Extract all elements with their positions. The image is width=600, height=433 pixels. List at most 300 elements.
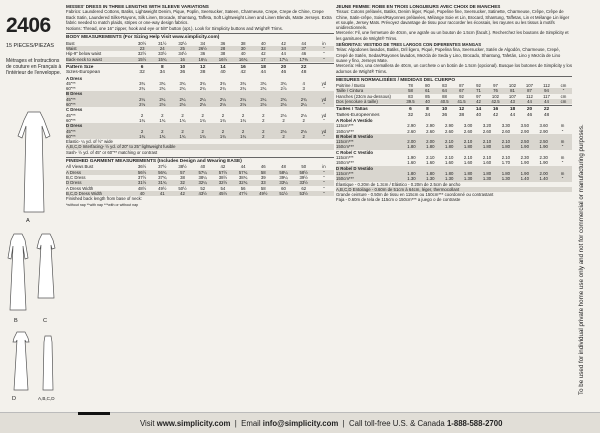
table-cell: 1.60 [482,160,492,166]
table-cell: 1.40 [520,176,529,182]
table-cell: yd [321,96,327,102]
table-cell: 112 [526,93,533,99]
yardage-table [66,76,334,140]
table-cell: 112 [543,83,550,89]
table-cell: 32 [180,180,185,186]
table-cell: 62 [301,185,307,191]
table-cell: 85 [425,93,430,99]
table-cell: 3¾ [260,80,267,86]
table-cell: 56 [240,185,246,191]
row-label: Tailles-Européennes [336,112,380,118]
fr-entoilage: A,B,C,D Entoilage - 0.60m de 51cm à 64cm, léger, thermocollant [336,187,572,192]
table-cell: 39.5 [406,99,415,105]
pattern-number: 2406 [6,14,51,37]
row-label: Bust [66,40,75,46]
table-cell: 2.10 [463,139,473,145]
table-cell: 16¼ [198,56,207,62]
table-cell: 44 [509,112,516,118]
row-label: 45"** [66,80,76,86]
table-cell: 45½ [218,190,228,196]
table-cell: 42 [180,190,185,196]
table-cell: 51½ [279,190,288,196]
table-cell: 38 [180,174,185,180]
table-cell: 2.50 [520,139,529,145]
table-cell: 2⅞ [280,86,287,92]
table-cell: 2¼ [179,96,186,102]
table-cell: 2¾ [219,86,226,92]
table-cell: 1.80 [426,144,435,150]
table-cell: 33¼ [279,180,288,186]
table-cell: 102 [508,83,517,89]
figure-d-label: D [12,396,17,402]
table-cell: 39½ [299,174,308,180]
row-label: 115cm*** [336,123,354,129]
table-cell: 2⅛ [179,102,186,108]
table-cell: 43½ [198,190,207,196]
table-cell: 57¼ [198,169,207,175]
table-cell: 1.30 [501,176,511,182]
table-cell: 67 [459,88,464,94]
row-label: Poitrine / Busto [336,83,366,89]
table-cell: 32½ [137,51,147,57]
table-cell: 92 [459,93,464,99]
dress-d-illustration [8,330,34,394]
row-label: 150cm*** [336,144,354,150]
table-cell: 2 [221,128,225,134]
footer-email-label: Email [241,419,261,428]
table-cell: m [560,123,565,129]
table-cell: 2 [201,112,204,118]
table-cell: m [560,155,565,161]
row-label: Hanches (23cm au-dessous) [336,93,391,99]
table-cell: 40 [240,51,246,57]
table-cell: 8 [426,107,429,113]
table-cell: 37¾ [158,174,167,180]
es-faja: Faja - 0.60m de tela de 115cm o 150cm*** a juego o de contraste [336,197,461,203]
table-cell: 2 [302,133,305,139]
table-cell: 76 [493,88,498,94]
table-cell: 3 [302,86,305,92]
table-cell: 32¾ [238,180,248,186]
mesure-row [336,99,572,104]
tailles-header [336,105,572,118]
table-cell: 18 [509,107,516,113]
table-cell: 80 [425,83,430,89]
table-cell: 42 [260,51,266,57]
robe-view-label: A Robe/ A Vestido [336,117,373,123]
en-finished-note: Finished back length from base of neck: [66,196,142,202]
pattern-size-header [66,63,334,76]
footer-visit: Visit [140,419,155,428]
table-cell: 3¾ [219,80,226,86]
yardage-row [66,118,334,123]
row-label: 60"** [66,86,76,92]
table-cell: 18 [260,64,266,70]
table-cell: 71 [476,88,481,94]
table-cell: 88 [442,93,447,99]
table-cell: 38¾ [238,174,248,180]
table-cell: 44 [240,164,246,170]
table-cell: 44 [544,99,549,105]
table-cell: 1.80 [501,144,511,150]
table-cell: " [323,102,325,108]
mesures-table [336,83,572,104]
table-cell: 58 [260,185,266,191]
table-cell: 2⅛ [260,102,267,108]
table-cell: 1.80 [463,144,473,150]
table-cell: 2.60 [426,128,435,134]
table-cell: 2.50 [539,139,548,145]
table-cell: 10 [179,64,186,70]
footer-email-link[interactable]: info@simplicity.com [262,419,339,428]
table-cell: 30 [240,46,246,52]
fr-mercerie: Mercerie: Fil, une fermeture de 40cm, une agrafe ou un bouton de 1.5cm (facult.). Recherchez les boutons de Simplicity et les garnitures de Wright® Trims. [336,30,569,41]
table-cell: 3.00 [463,123,473,129]
table-cell: 40 [139,190,145,196]
table-cell: 2.00 [426,139,435,145]
table-cell: 33½ [299,180,308,186]
table-cell: 2¼ [219,96,226,102]
table-cell: 2¼ [159,96,166,102]
table-cell: " [323,117,325,123]
table-cell: 2¼ [260,96,267,102]
row-label: 60"** [66,117,76,123]
table-cell: 3.50 [520,123,529,129]
table-cell: 3¾ [199,80,206,86]
row-label: B,C Dress [66,174,86,180]
robe-view-label: B Robe/ B Vestido [336,134,572,139]
table-cell: 2¾ [179,86,186,92]
table-cell: 2 [302,117,305,123]
row-label: 45"** [66,96,76,102]
table-cell: 2 [241,128,245,134]
table-cell: 2 [282,117,285,123]
table-cell: 2.10 [501,139,511,145]
table-cell: 37½ [137,174,147,180]
table-cell: 2⅛ [280,128,287,134]
table-cell: " [323,86,325,92]
table-cell: 40 [260,40,266,46]
table-cell: 2.10 [426,155,435,161]
registration-mark [78,412,110,415]
finished-table [66,164,334,196]
table-cell: 61 [425,88,430,94]
table-cell: 40 [220,70,226,76]
table-cell: 46 [301,51,307,57]
table-cell: 2¾ [240,86,247,92]
table-cell: 17¼ [279,56,288,62]
row-label: A Dress [66,169,82,175]
body-measurements-table [66,41,334,62]
row-label: 150cm*** [336,160,354,166]
table-cell: 2¼ [300,102,307,108]
table-cell: 60 [281,185,286,191]
table-cell: 15¾ [158,56,167,62]
table-cell: 2¼ [240,96,247,102]
table-cell: 32 [139,70,145,76]
table-cell: 31¾ [158,180,167,186]
table-cell: 6 [409,107,412,113]
table-cell: 48 [281,164,286,170]
table-cell: 2 [262,128,265,134]
table-cell: yd [321,112,327,118]
table-cell: 2⅛ [159,102,166,108]
table-cell: 48½ [137,185,147,191]
table-cell: 58 [408,88,413,94]
table-cell: 16½ [218,56,228,62]
dress-back-illustration [40,334,56,394]
table-cell: 1.30 [407,176,416,182]
table-cell: 2 [282,133,285,139]
table-cell: 87 [459,83,464,89]
footer-bar [0,412,600,433]
table-cell: 2 [201,128,204,134]
table-cell: 2.60 [445,128,454,134]
table-cell: 38 [458,112,465,118]
table-cell: 1¾ [199,133,206,139]
table-cell: 78 [408,83,413,89]
table-cell: " [562,88,565,94]
table-cell: 48 [301,70,307,76]
table-cell: 42 [281,40,286,46]
table-cell: 1¾ [159,133,166,139]
table-cell: 1.70 [501,160,511,166]
table-cell: 2.30 [520,155,529,161]
table-cell: 41 [159,190,165,196]
table-cell: 3¾ [139,80,146,86]
table-cell: 2.10 [445,155,454,161]
table-cell: in [322,40,326,46]
table-cell: 57¾ [238,169,248,175]
table-cell: 1¾ [199,117,206,123]
table-cell: 2¾ [199,86,206,92]
table-cell: 38 [220,51,226,57]
table-cell: 58½ [299,169,308,175]
table-cell: 10 [441,107,448,113]
table-cell: 3.20 [482,123,492,129]
fr-echarpe: Grande ceinture - 0.50m de tissu en 115cm ou 150cm*** coordonné ou contrastant [336,192,494,198]
table-cell: 1.60 [407,160,416,166]
table-cell: 97 [493,83,498,89]
table-cell: 1.90 [539,160,548,166]
table-cell: " [323,46,325,52]
table-cell: " [561,128,564,134]
table-cell: 38½ [218,174,228,180]
table-cell: 1.30 [426,176,435,182]
table-cell: 1¾ [219,133,226,139]
table-cell: 2 [181,128,184,134]
dress-view-label: B Dress [66,91,334,96]
table-cell: 33½ [158,51,167,57]
table-cell: 1.80 [482,144,492,150]
table-cell: 2.10 [445,139,454,145]
metrage-row [336,160,572,165]
table-cell: cm [560,99,567,105]
table-cell: 58 [260,169,266,175]
row-label: 45"** [66,128,76,134]
table-cell: 102 [491,93,500,99]
table-cell: 44 [527,99,532,105]
table-cell: 50½ [178,185,187,191]
table-cell: 1¾ [159,117,166,123]
table-cell: 1.90 [520,160,529,166]
table-cell: 26½ [198,46,207,52]
table-cell: 87 [527,88,532,94]
table-cell: 3¾ [280,80,287,86]
table-cell: 15½ [137,56,147,62]
table-cell: 40.5 [440,99,449,105]
table-cell: 2.90 [539,128,548,134]
table-cell: " [561,160,564,166]
table-cell: 1.90 [520,144,529,150]
table-cell: 83 [408,93,413,99]
table-cell: 1.80 [463,170,473,176]
table-cell: 2 [221,112,225,118]
row-label: All Views Bust [66,164,94,170]
table-cell: 2.90 [445,123,454,129]
table-cell: 42 [220,164,226,170]
row-label: B,C,D Dress Width [66,190,103,196]
table-cell: 39 [260,174,266,180]
metrage-table [336,118,572,182]
table-cell: 1.80 [426,170,435,176]
table-cell: 2 [161,112,164,118]
table-cell: 1.80 [407,170,416,176]
body-measure-row [66,57,334,62]
table-cell: 56½ [137,169,147,175]
table-cell: " [561,176,564,182]
table-cell: 1.80 [445,170,454,176]
table-cell: 2.00 [407,139,416,145]
table-cell: " [561,144,564,150]
table-cell: 16 [240,64,246,70]
table-cell: 2¼ [139,96,146,102]
fr-title: JEUNE FEMME: ROBE EN TROIS LONGUEURS AVEC CHOIX DE MANCHES [336,4,501,9]
table-cell: 4 [302,80,305,86]
table-cell: 2¾ [280,96,287,102]
table-cell: 2⅛ [240,102,247,108]
row-label: 45"** [66,112,76,118]
footer-call-label: Call toll-free U.S. & Canada [348,419,445,428]
table-cell: 25 [180,46,185,52]
table-cell: 49½ [158,185,167,191]
table-cell: 46 [260,164,266,170]
row-label: 60"** [66,133,76,139]
en-fabrics: Fabrics: Laundered Cottons, Batiks, Lightweight Denim, Pique, Poplin, Seersucker, Sateen, Charmeuse, Crepe, Crepe de Chine, Crepe Back Satin, Laundered Silks-Rayons, Silk Linen, Brocade, Shantung, Taffeta, Soft Lightweight Linen and Linen Blends, Matte Jerseys. Extra fabric needed to match plaids, stripes or one-way design fabrics. [66,9,332,25]
table-cell: cm [560,83,567,89]
table-cell: 3¾ [240,80,247,86]
table-cell: 2¾ [300,96,307,102]
table-cell: 2.30 [539,155,548,161]
footer-phone[interactable]: 1-888-588-2700 [446,419,503,428]
table-cell: 2.10 [501,155,511,161]
robe-view-label: D Robe/ D Vestido [336,166,572,171]
table-cell: 57 [180,169,185,175]
table-cell: 2⅛ [280,112,287,118]
es-telas: Telas: Algodones lavados, Batiks, Dril ligero, Piqué, Popelina fina, Seersucker, Satén de Algodón, Charmeuse, Crepé, Crepé de Satén, Sedas/Rayones lavados, Mezcla de Seda y Lino, Brocado, Shantung, Tafetán, Lino y Mezcla de Lino suave y fino, Jerseys Mate. [336,47,561,63]
table-cell: 22 [301,64,307,70]
table-cell: 1.90 [407,155,416,161]
mesures-title: MESURES NORMALISÉES / MEDIDAS DEL CUERPO [336,76,572,83]
row-label: D Dress [66,180,82,186]
table-cell: 36 [441,112,448,118]
figure-a-label: A [26,218,30,224]
fr-elastique: Élastique - 0.20m de 1.3cm / Elástico - 0.20m de 2.5cm de ancho [336,181,461,187]
table-cell: 1.60 [463,160,473,166]
metrage-row [336,144,572,149]
row-label: Hip-9" below waist [66,51,102,57]
table-cell: 1¾ [240,133,247,139]
table-cell: 3¾ [179,80,186,86]
table-cell: m [560,170,565,176]
table-cell: 1¾ [219,117,226,123]
table-cell: 1.60 [445,160,454,166]
french-note: Métrages et Instructions de couture en Français à l'intérieur de l'enveloppe. [6,58,62,76]
figure-acd-label: A,B,C,D [38,396,55,401]
en-notions: Notions: Thread, one 16" zipper, hook and eye or 5/8" button (opt.). Look for Simplicity buttons and Wright® Trims. [66,26,283,32]
table-cell: 2 [140,128,144,134]
table-cell: 2⅛ [219,102,226,108]
table-cell: 81 [510,88,515,94]
dress-view-label: C Dress [66,107,83,113]
table-cell: 1.80 [501,170,511,176]
table-cell: " [323,169,325,175]
yardage-row [66,86,334,91]
table-cell: 2¾ [260,86,267,92]
table-cell: 1.30 [482,176,492,182]
body-measurements-title: BODY MEASUREMENTS (For Sizing Help Visit www.simplicity.com) [66,33,334,40]
table-cell: 117 [543,93,550,99]
table-cell: 36 [179,70,186,76]
row-label: 150cm*** [336,128,354,134]
table-cell: 16 [492,107,499,113]
table-cell: 1.30 [445,176,454,182]
table-cell: 2 [262,112,265,118]
table-cell: 16¾ [238,56,248,62]
en-interfacing: A,B,C,D Interfacing- ½ yd. of 20" to 25" lightweight fusible [66,144,334,149]
table-cell: 2¾ [139,86,146,92]
footer-url-link[interactable]: www.simplicity.com [156,419,231,428]
table-cell: 42.5 [491,99,500,105]
fr-tissus: Tissus: Cotons prélavés, Batiks, Denim léger, Piqué, Popeline fine, Seersucker, Satinette, Charmeuse, Crêpe, Crêpe de Chine, Satin-crêpe, Soies/Rayonnes prélavées, Mélange Soie et Lin, Brocard, Shantung, Taffetas, Lin et Mélange Lin léger et souple, Jersey Mats. Prévoyez davantage de tissu pour raccorder les écossais, les rayures ou les tissus à motifs unidirectionnels. [336,9,570,31]
table-cell: 2⅛ [199,102,206,108]
size-row [66,70,334,75]
table-cell: 38 [200,70,206,76]
table-cell: 3.60 [539,123,548,129]
dress-a-illustration [14,108,54,218]
row-label: Waist [66,46,77,52]
pieces-count: 15 PIECES/PIEZAS [6,43,54,49]
table-cell: " [323,174,325,180]
table-cell: 46 [280,70,287,76]
table-cell: " [323,185,325,191]
table-cell: 12 [458,107,465,113]
metrage-row [336,176,572,181]
table-cell: cm [560,93,567,99]
table-cell: 1.30 [463,176,473,182]
dress-b-illustration [6,232,30,314]
table-cell: 92 [476,83,481,89]
table-cell: 44 [281,51,286,57]
table-cell: yd [321,128,327,134]
table-cell: 52 [200,185,206,191]
table-cell: 1.60 [426,160,435,166]
table-cell: 42 [476,99,481,105]
yardage-row [66,102,334,107]
table-cell: 2¾ [159,86,166,92]
row-label: 115cm*** [336,139,354,145]
table-cell: 14 [220,64,226,70]
